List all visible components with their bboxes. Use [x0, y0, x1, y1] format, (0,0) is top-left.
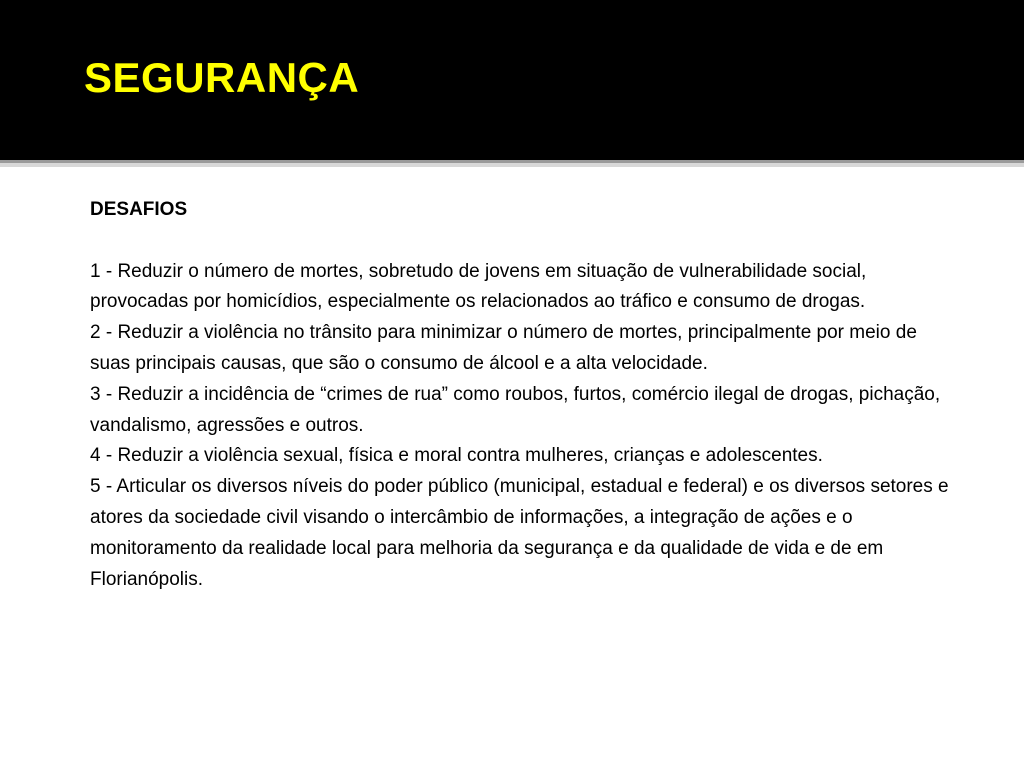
challenge-item-4: 4 - Reduzir a violência sexual, física e moral contra mulheres, crianças e adolescentes. [90, 445, 823, 467]
challenge-item-5: 5 - Articular os diversos níveis do poder público (municipal, estadual e federal) e os diversos setores e atores da sociedade civil visando o intercâmbio de informações, a integração de ações e o monitoramento da realidade local para melhoria da segurança e da qualidade de vida e de em Florianópolis. [90, 476, 949, 590]
slide-body [90, 195, 960, 595]
slide-title: SEGURANÇA [84, 54, 360, 101]
header-band [0, 0, 1024, 160]
challenge-item-1: 1 - Reduzir o número de mortes, sobretudo de jovens em situação de vulnerabilidade social, provocadas por homicídios, especialmente os relacionados ao tráfico e consumo de drogas. [90, 260, 867, 313]
header-divider-shadow [0, 163, 1024, 167]
section-heading: DESAFIOS [90, 199, 188, 220]
challenge-item-3: 3 - Reduzir a incidência de “crimes de rua” como roubos, furtos, comércio ilegal de drogas, pichação, vandalismo, agressões e outros. [90, 383, 941, 436]
blank-line [90, 226, 960, 257]
challenge-item-2: 2 - Reduzir a violência no trânsito para minimizar o número de mortes, principalmente por meio de suas principais causas, que são o consumo de álcool e a alta velocidade. [90, 322, 917, 374]
